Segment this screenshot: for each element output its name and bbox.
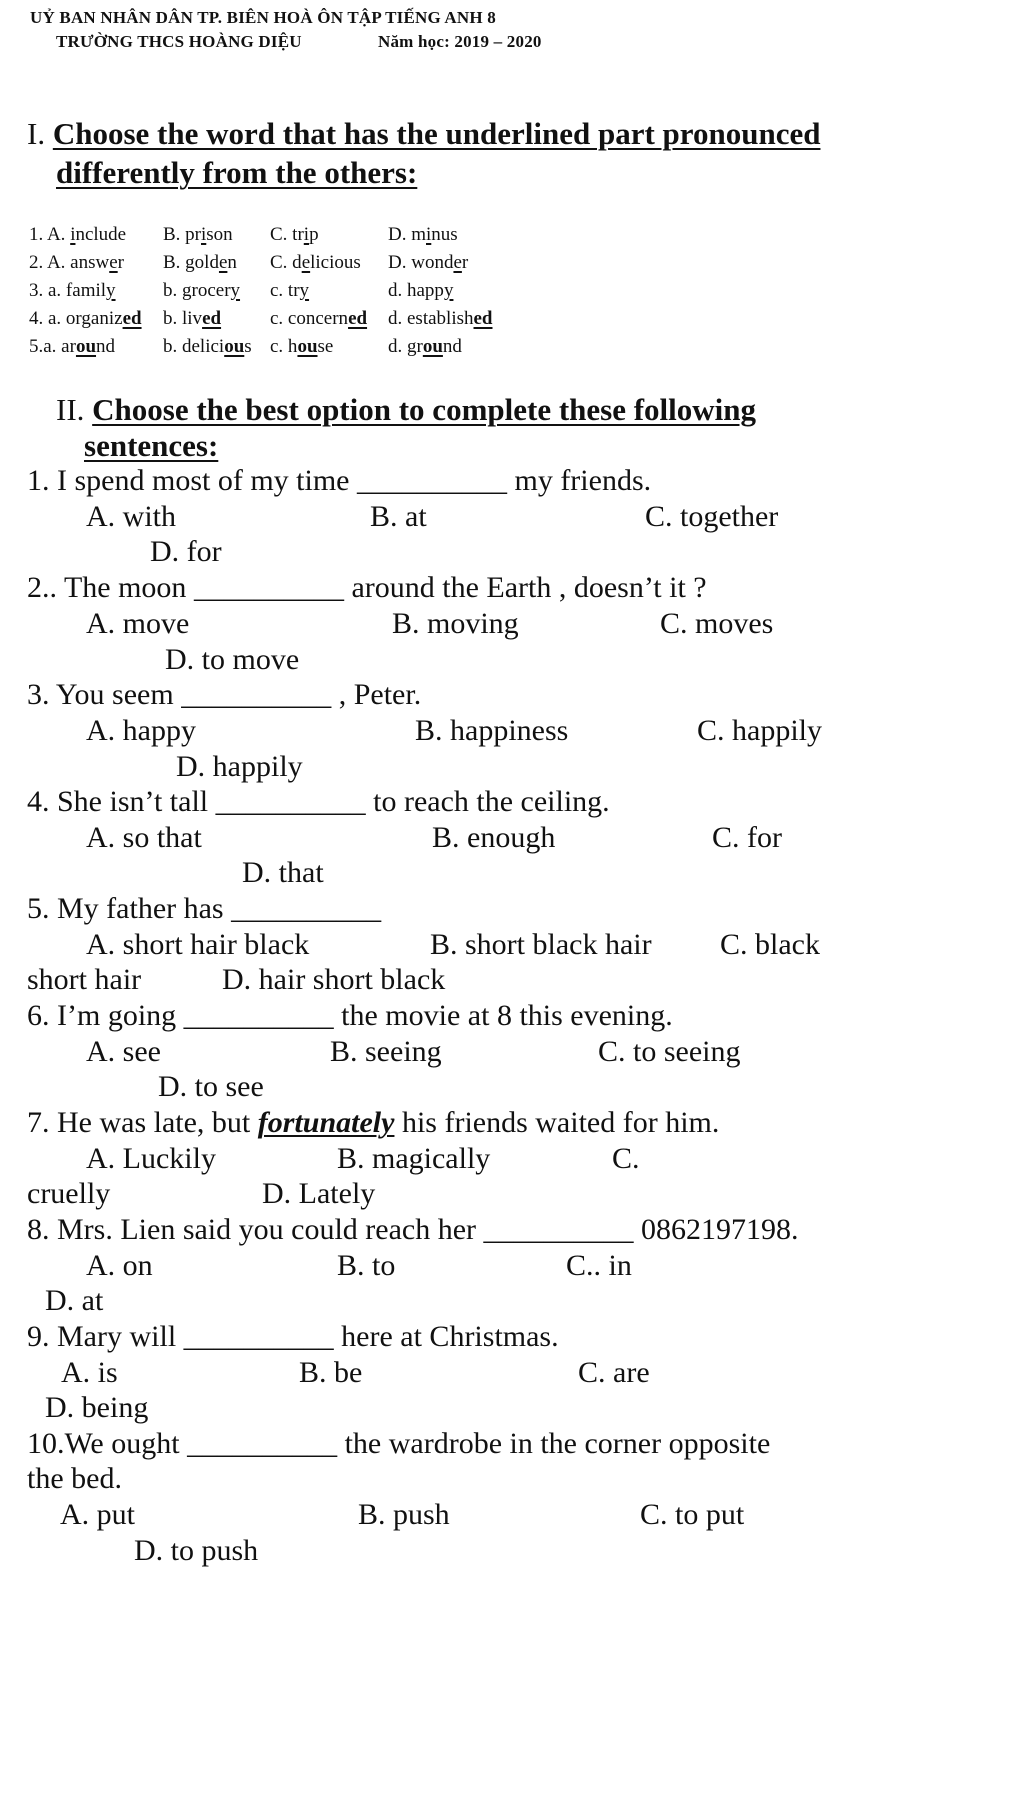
q8-option-c: C.. in	[566, 1249, 632, 1282]
q2-option-d: D. to move	[165, 643, 300, 676]
q1-option-d: D. for	[150, 535, 222, 568]
p1-row3-d: d. happy	[388, 280, 454, 301]
part2-title-cont	[84, 428, 218, 464]
q1-blank: __________	[356, 464, 507, 497]
p1-row2-b: B. golden	[163, 252, 237, 273]
q4-option-d: D. that	[242, 856, 324, 889]
q5-option-c: C. black	[720, 928, 820, 961]
q4-blank: __________	[215, 785, 366, 818]
school-year: Năm học: 2019 – 2020	[378, 32, 542, 51]
q4-option-c: C. for	[712, 821, 782, 854]
q2-option-c: C. moves	[660, 607, 774, 640]
q5-option-d: D. hair short black	[222, 963, 446, 996]
p1-row1-b: B. prison	[163, 224, 233, 245]
q5-option-b: B. short black hair	[430, 928, 652, 961]
q2-blank: __________	[193, 571, 344, 604]
header-line1: UỶ BAN NHÂN DÂN TP. BIÊN HOÀ ÔN TẬP TIẾNG ANH 8	[30, 8, 496, 27]
part1-roman: I.	[27, 116, 46, 151]
q7-stem: 7. He was late, but fortunately his friends waited for him.	[27, 1106, 720, 1139]
q5-option-a: A. short hair black	[86, 928, 310, 961]
q3-option-a: A. happy	[86, 714, 196, 747]
q3-option-b: B. happiness	[415, 714, 569, 747]
q3-blank: __________	[181, 678, 332, 711]
q10-stem: 10.We ought __________ the wardrobe in the corner opposite	[27, 1427, 771, 1460]
p1-row3-b: b. grocery	[163, 280, 241, 301]
p1-row1-c: C. trip	[270, 224, 319, 245]
part1-title-cont	[56, 155, 417, 191]
q8-blank: __________	[483, 1213, 634, 1246]
q6-option-a: A. see	[86, 1035, 161, 1068]
p1-row5-b: b. delicious	[163, 336, 252, 357]
q6-option-b: B. seeing	[330, 1035, 442, 1068]
q2-option-b: B. moving	[392, 607, 519, 640]
q5-option-c-cont: short hair	[27, 963, 142, 996]
q6-option-d: D. to see	[158, 1070, 264, 1103]
q10-option-b: B. push	[358, 1498, 450, 1531]
p1-row1-d: D. minus	[388, 224, 458, 245]
q9-option-c: C. are	[578, 1356, 650, 1389]
p1-row3-a: 3. a. family	[29, 280, 116, 301]
p1-row2-c: C. delicious	[270, 252, 361, 273]
part2-roman: II.	[56, 392, 85, 427]
p1-row4-d: d. established	[388, 308, 493, 329]
q10-option-d: D. to push	[134, 1534, 259, 1567]
q4-option-b: B. enough	[432, 821, 556, 854]
q1-option-c: C. together	[645, 500, 779, 533]
q7-option-c-cont: cruelly	[27, 1177, 111, 1210]
p1-row4-c: c. concerned	[270, 308, 368, 329]
p1-row2-a: 2. A. answer	[29, 252, 124, 273]
p1-row4-b: b. lived	[163, 308, 222, 329]
q8-option-d: D. at	[45, 1284, 104, 1317]
q6-stem: 6. I’m going __________ the movie at 8 this evening.	[27, 999, 673, 1032]
q9-option-a: A. is	[61, 1356, 118, 1389]
p1-row5-a: 5.a. around	[29, 336, 116, 357]
part1-title-line2: differently from the others:	[56, 155, 418, 190]
q1-option-a: A. with	[86, 500, 176, 533]
q7-option-b: B. magically	[337, 1142, 491, 1175]
q5-blank: __________	[231, 892, 382, 925]
q8-stem: 8. Mrs. Lien said you could reach her __________ 0862197198.	[27, 1213, 799, 1246]
q10-option-c: C. to put	[640, 1498, 745, 1531]
p1-row3-c: c. try	[270, 280, 310, 301]
p1-row4-a: 4. a. organized	[29, 308, 142, 329]
q9-stem: 9. Mary will __________ here at Christmas.	[27, 1320, 559, 1353]
part1-title	[27, 116, 820, 152]
q9-option-b: B. be	[299, 1356, 363, 1389]
q4-option-a: A. so that	[86, 821, 202, 854]
p1-row1-a: 1. A. include	[29, 224, 127, 245]
q2-option-a: A. move	[86, 607, 190, 640]
p1-row5-c: c. house	[270, 336, 334, 357]
q7-option-a: A. Luckily	[86, 1142, 216, 1175]
part2-title-line2: sentences:	[84, 428, 219, 463]
q10-blank: __________	[187, 1427, 338, 1460]
school-name: TRƯỜNG THCS HOÀNG DIỆU	[56, 32, 302, 51]
q7-option-d: D. Lately	[262, 1177, 376, 1210]
q6-option-c: C. to seeing	[598, 1035, 741, 1068]
q10-option-a: A. put	[60, 1498, 135, 1531]
q9-option-d: D. being	[45, 1391, 149, 1424]
q10-stem-cont: the bed.	[27, 1462, 122, 1495]
q7-emphasis: fortunately	[257, 1106, 395, 1139]
part2-title-line1: Choose the best option to complete these following	[92, 392, 757, 427]
q1-option-b: B. at	[370, 500, 427, 533]
p1-row5-d: d. ground	[388, 336, 462, 357]
q4-stem: 4. She isn’t tall __________ to reach the ceiling.	[27, 785, 610, 818]
q8-option-b: B. to	[337, 1249, 396, 1282]
q8-option-a: A. on	[86, 1249, 153, 1282]
q1-stem: 1. I spend most of my time __________ my friends.	[27, 464, 652, 497]
q7-option-c: C.	[612, 1142, 640, 1175]
part1-title-line1: Choose the word that has the underlined part pronounced	[52, 116, 821, 151]
q5-stem: 5. My father has __________	[27, 892, 382, 925]
q3-option-c: C. happily	[697, 714, 822, 747]
q2-stem: 2.. The moon __________ around the Earth , doesn’t it ?	[27, 571, 707, 604]
part2-title	[56, 392, 756, 428]
p1-row2-d: D. wonder	[388, 252, 469, 273]
q9-blank: __________	[183, 1320, 334, 1353]
q3-stem: 3. You seem __________ , Peter.	[27, 678, 422, 711]
q6-blank: __________	[183, 999, 334, 1032]
q3-option-d: D. happily	[176, 750, 303, 783]
